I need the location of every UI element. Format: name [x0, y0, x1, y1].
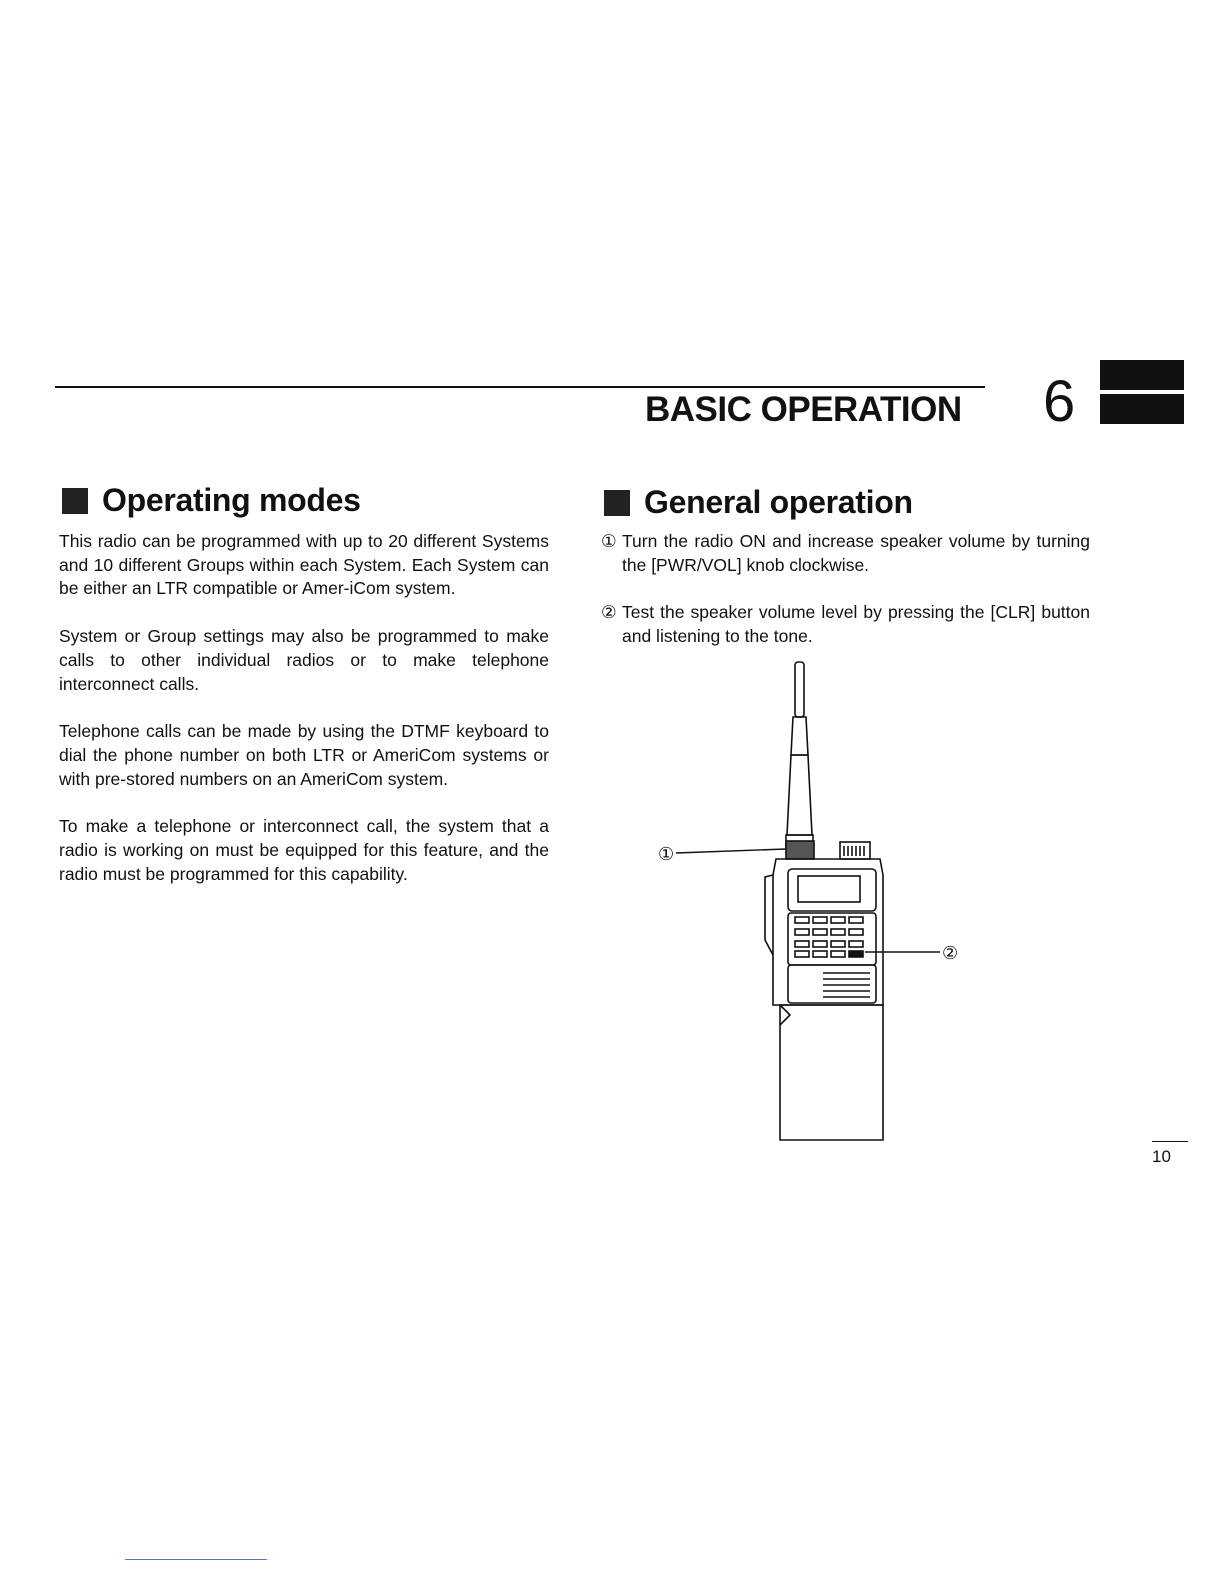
antenna-tip-icon — [795, 662, 804, 717]
chapter-title: BASIC OPERATION — [645, 390, 962, 429]
paragraph: Telephone calls can be made by using the DTMF keyboard to dial the phone number on both LTR or AmeriCom systems or with pre-stored numbers on an AmeriCom system. — [59, 721, 549, 789]
square-bullet-icon — [62, 488, 88, 514]
paragraph: To make a telephone or interconnect call, the system that a radio is working on must be equipped for this feature, and the radio must be programmed for this capability. — [59, 816, 549, 884]
step-text: Test the speaker volume level by pressing the [CLR] button and listening to the tone. — [622, 602, 1090, 647]
step-text: Turn the radio ON and increase speaker volume by turning the [PWR/VOL] knob clockwise. — [622, 531, 1090, 575]
general-operation-heading — [604, 484, 913, 521]
chapter-tab-marker-bottom — [1100, 394, 1184, 424]
operating-modes-body — [59, 530, 549, 910]
general-operation-body — [601, 530, 1090, 673]
square-bullet-icon — [604, 490, 630, 516]
page-number: 10 — [1152, 1147, 1171, 1166]
operating-modes-title: Operating modes — [102, 482, 361, 518]
step-marker: ① — [601, 531, 617, 551]
header-rule — [55, 386, 985, 388]
step-marker: ② — [601, 602, 617, 623]
scan-artifact-line — [125, 1559, 267, 1560]
page-number-rule — [1152, 1141, 1188, 1142]
step-item — [601, 601, 1090, 648]
chapter-number: 6 — [1043, 369, 1076, 434]
callout-1: ① — [658, 844, 675, 865]
paragraph: System or Group settings may also be programmed to make calls to other individual radios or to make telephone interconnect calls. — [59, 626, 549, 694]
operating-modes-heading — [62, 482, 361, 519]
chapter-tab-marker-top — [1100, 360, 1184, 390]
general-operation-title: General operation — [644, 484, 913, 520]
paragraph: This radio can be programmed with up to 20 different Systems and 10 different Groups within each System. Each System can be either an LTR compatible or Amer-iCom system. — [59, 531, 549, 599]
callout-2: ② — [942, 943, 959, 964]
step-item — [601, 530, 1090, 577]
handheld-radio-illustration — [640, 655, 980, 1150]
